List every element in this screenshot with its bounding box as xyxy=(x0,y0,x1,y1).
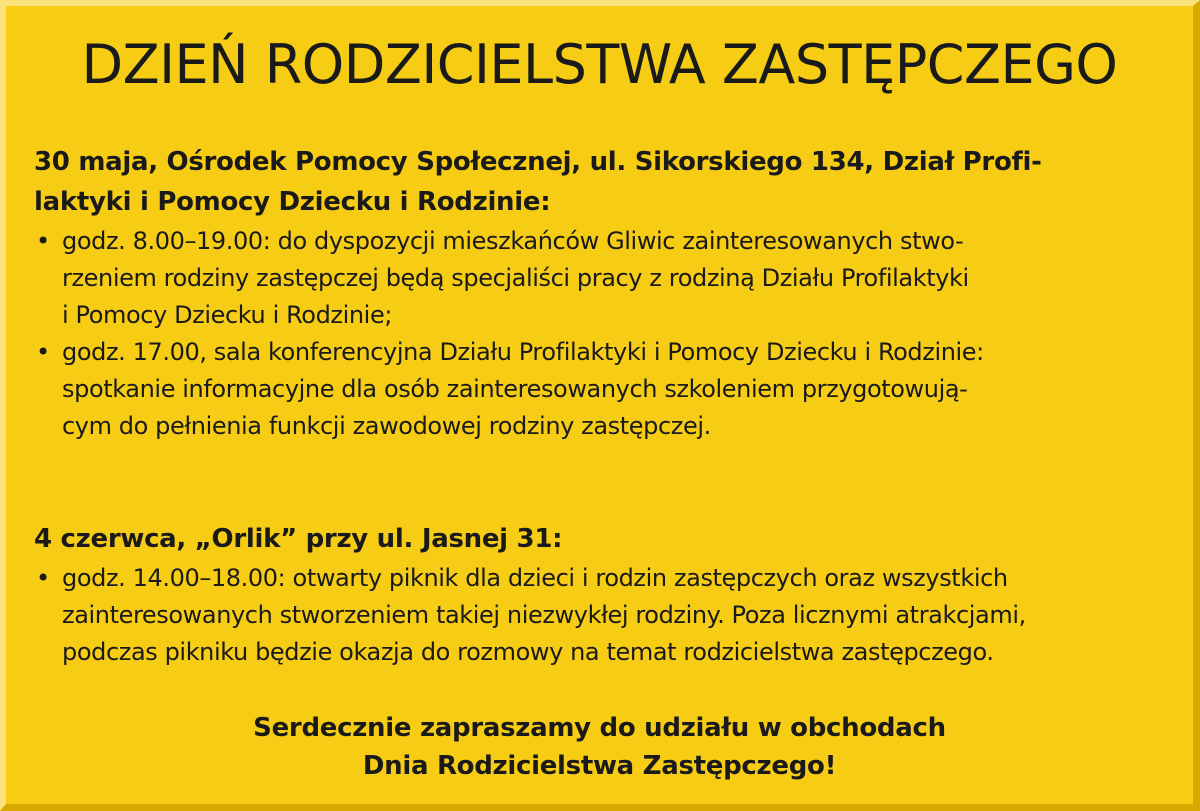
section-heading xyxy=(34,519,1174,559)
item-line: godz. 17.00, sala konferencyjna Działu Profilaktyki i Pomocy Dziecku i Rodzinie: xyxy=(62,338,984,366)
event-section-may-30 xyxy=(34,142,1174,445)
item-line: godz. 14.00–18.00: otwarty piknik dla dzieci i rodzin zastępczych oraz wszystkich xyxy=(62,564,1008,592)
list-item xyxy=(34,560,1174,671)
closing-invitation xyxy=(6,709,1193,785)
event-list xyxy=(34,223,1174,445)
item-line: spotkanie informacyjne dla osób zainteresowanych szkoleniem przygotowują- xyxy=(62,375,968,403)
closing-line: Dnia Rodzicielstwa Zastępczego! xyxy=(362,751,837,781)
bullet-icon: • xyxy=(36,564,50,592)
list-item xyxy=(34,223,1174,334)
event-section-june-4 xyxy=(34,519,1174,671)
event-list xyxy=(34,560,1174,671)
list-item xyxy=(34,334,1174,445)
heading-line: 4 czerwca, „Orlik” przy ul. Jasnej 31: xyxy=(34,524,563,554)
page-title: DZIEŃ RODZICIELSTWA ZASTĘPCZEGO xyxy=(81,33,1118,96)
item-line: podczas pikniku będzie okazja do rozmowy na temat rodzicielstwa zastępczego. xyxy=(62,638,994,666)
bullet-icon: • xyxy=(36,338,50,366)
item-line: godz. 8.00–19.00: do dyspozycji mieszkańców Gliwic zainteresowanych stwo- xyxy=(62,227,964,255)
heading-line: laktyki i Pomocy Dziecku i Rodzinie: xyxy=(34,187,551,217)
item-line: rzeniem rodziny zastępczej będą specjaliści pracy z rodziną Działu Profilaktyki xyxy=(62,264,969,292)
item-line: i Pomocy Dziecku i Rodzinie; xyxy=(62,301,393,329)
section-heading xyxy=(34,142,1174,222)
item-line: cym do pełnienia funkcji zawodowej rodziny zastępczej. xyxy=(62,412,711,440)
closing-line: Serdecznie zapraszamy do udziału w obchodach xyxy=(253,713,946,743)
item-line: zainteresowanych stworzeniem takiej niezwykłej rodziny. Poza licznymi atrakcjami, xyxy=(62,601,1026,629)
bullet-icon: • xyxy=(36,227,50,255)
heading-line: 30 maja, Ośrodek Pomocy Społecznej, ul. Sikorskiego 134, Dział Profi- xyxy=(34,147,1042,177)
